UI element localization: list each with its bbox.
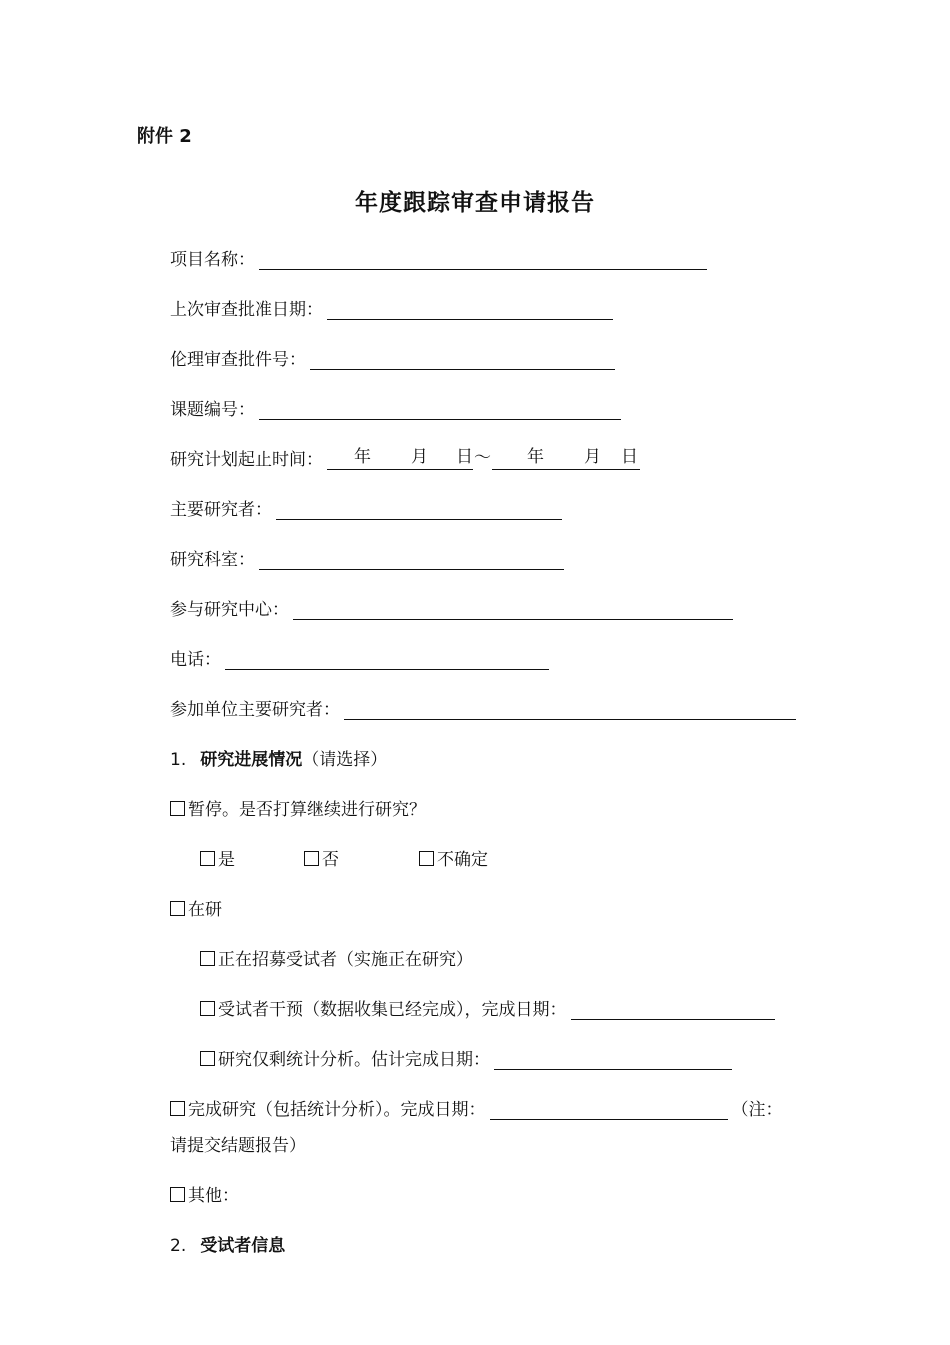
project-name-blank[interactable] <box>259 247 707 270</box>
section-1-title: 研究进展情况 <box>200 750 303 770</box>
completed-note-end: 请提交结题报告） <box>170 1136 306 1156</box>
other-option[interactable] <box>170 1176 239 1206</box>
topic-no-row <box>170 390 621 420</box>
section-1-hint: （请选择） <box>302 750 388 770</box>
start-date-blank[interactable] <box>327 442 473 470</box>
no-option[interactable] <box>304 845 419 870</box>
other-label: 其他： <box>188 1186 239 1206</box>
completed-label: 完成研究（包括统计分析）。完成日期： <box>188 1100 486 1120</box>
pi-blank[interactable] <box>276 497 562 520</box>
paused-label: 暂停。是否打算继续进行研究？ <box>188 800 426 820</box>
recruiting-checkbox[interactable] <box>200 951 215 966</box>
other-checkbox[interactable] <box>170 1187 185 1202</box>
section-2-number: 2. <box>170 1236 187 1256</box>
ethics-approval-no-row <box>170 340 615 370</box>
section-1-heading <box>170 740 387 770</box>
intervention-checkbox[interactable] <box>200 1001 215 1016</box>
completed-note-start: （注： <box>731 1100 783 1120</box>
completed-option[interactable] <box>170 1090 783 1120</box>
department-blank[interactable] <box>259 547 564 570</box>
unit-pi-label: 参加单位主要研究者： <box>170 700 340 720</box>
research-period-range <box>327 442 640 470</box>
pi-row <box>170 490 562 520</box>
pi-label: 主要研究者： <box>170 500 272 520</box>
completed-date-blank[interactable] <box>490 1097 728 1120</box>
intervention-label: 受试者干预（数据收集已经完成），完成日期： <box>218 1000 567 1020</box>
uncertain-option[interactable] <box>419 845 488 870</box>
phone-label: 电话： <box>170 650 221 670</box>
phone-row <box>170 640 549 670</box>
center-label: 参与研究中心： <box>170 600 289 620</box>
stats-only-label: 研究仅剩统计分析。估计完成日期： <box>218 1050 490 1070</box>
paused-checkbox[interactable] <box>170 801 185 816</box>
center-blank[interactable] <box>293 597 733 620</box>
date-separator: ～ <box>474 448 491 468</box>
topic-no-label: 课题编号： <box>170 400 255 420</box>
intervention-option[interactable] <box>200 990 775 1020</box>
completed-checkbox[interactable] <box>170 1101 185 1116</box>
last-approval-date-blank[interactable] <box>327 297 613 320</box>
start-year-label: 年 <box>354 447 371 467</box>
unit-pi-blank[interactable] <box>344 697 796 720</box>
start-day-label: 日 <box>456 447 473 467</box>
yes-option[interactable] <box>200 845 304 870</box>
ongoing-label: 在研 <box>188 900 222 920</box>
ongoing-checkbox[interactable] <box>170 901 185 916</box>
section-2-title: 受试者信息 <box>200 1236 286 1256</box>
ethics-approval-no-label: 伦理审查批件号： <box>170 350 306 370</box>
document-title: 年度跟踪审查申请报告 <box>355 190 595 216</box>
no-label: 否 <box>322 850 339 870</box>
continue-choices-row <box>200 840 488 870</box>
recruiting-label: 正在招募受试者（实施正在研究） <box>218 950 473 970</box>
end-date-blank[interactable] <box>492 442 640 470</box>
department-row <box>170 540 564 570</box>
phone-blank[interactable] <box>225 647 549 670</box>
research-period-label: 研究计划起止时间： <box>170 450 323 470</box>
completed-note-row <box>170 1126 306 1156</box>
stats-only-date-blank[interactable] <box>494 1047 732 1070</box>
ongoing-option[interactable] <box>170 890 222 920</box>
no-checkbox[interactable] <box>304 851 319 866</box>
ethics-approval-no-blank[interactable] <box>310 347 615 370</box>
uncertain-checkbox[interactable] <box>419 851 434 866</box>
stats-only-option[interactable] <box>200 1040 732 1070</box>
last-approval-date-label: 上次审查批准日期： <box>170 300 323 320</box>
intervention-date-blank[interactable] <box>571 997 775 1020</box>
research-period-row <box>170 440 640 470</box>
uncertain-label: 不确定 <box>437 850 488 870</box>
paused-option[interactable] <box>170 790 426 820</box>
topic-no-blank[interactable] <box>259 397 621 420</box>
start-month-label: 月 <box>411 447 428 467</box>
end-year-label: 年 <box>527 447 544 467</box>
last-approval-date-row <box>170 290 613 320</box>
section-1-number: 1. <box>170 750 187 770</box>
yes-label: 是 <box>218 850 235 870</box>
project-name-row <box>170 240 707 270</box>
recruiting-option[interactable] <box>200 940 473 970</box>
section-2-heading <box>170 1226 285 1256</box>
end-day-label: 日 <box>621 447 638 467</box>
center-row <box>170 590 733 620</box>
attachment-label: 附件 2 <box>137 126 192 147</box>
department-label: 研究科室： <box>170 550 255 570</box>
end-month-label: 月 <box>584 447 601 467</box>
unit-pi-row <box>170 690 796 720</box>
stats-only-checkbox[interactable] <box>200 1051 215 1066</box>
yes-checkbox[interactable] <box>200 851 215 866</box>
project-name-label: 项目名称： <box>170 250 255 270</box>
